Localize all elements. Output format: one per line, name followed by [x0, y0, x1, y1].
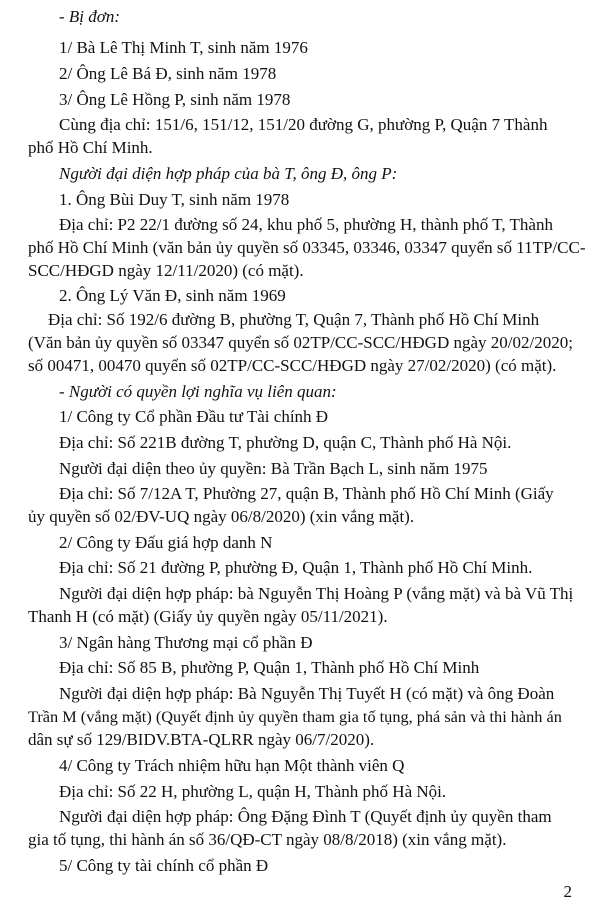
related-party-4-address: Địa chỉ: Số 22 H, phường L, quận H, Thành phố Hà Nội.	[59, 782, 447, 801]
related-party-4-representative: Người đại diện hợp pháp: Ông Đặng Đình T (Quyết định ủy quyền tham	[59, 807, 552, 826]
representative-1: 1. Ông Bùi Duy T, sinh năm 1978	[59, 190, 290, 209]
related-party-5: 5/ Công ty tài chính cổ phần Đ	[59, 856, 269, 875]
section-heading-defendants: - Bị đơn:	[59, 7, 121, 26]
defendant-2: 2/ Ông Lê Bá Đ, sinh năm 1978	[59, 64, 277, 83]
related-party-4-representative-cont: gia tố tụng, thi hành án số 36/QĐ-CT ngày 08/8/2018) (xin vắng mặt).	[28, 830, 507, 849]
representative-2-address-cont-2: số 00471, 00470 quyển số 02TP/CC-SCC/HĐGD ngày 27/02/2020) (có mặt).	[28, 356, 557, 375]
defendant-address-cont: phố Hồ Chí Minh.	[28, 138, 153, 157]
related-party-1: 1/ Công ty Cổ phần Đầu tư Tài chính Đ	[59, 407, 329, 426]
related-party-3-representative-cont: Trần M (vắng mặt) (Quyết định ủy quyền tham gia tố tụng, phá sản và thi hành án	[28, 707, 562, 726]
legal-representatives-heading: Người đại diện hợp pháp của bà T, ông Đ, ông P:	[59, 164, 398, 183]
related-party-3-representative: Người đại diện hợp pháp: Bà Nguyễn Thị Tuyết H (có mặt) và ông Đoàn	[59, 684, 555, 703]
related-party-1-address: Địa chỉ: Số 221B đường T, phường D, quận C, Thành phố Hà Nội.	[59, 433, 512, 452]
defendant-address: Cùng địa chỉ: 151/6, 151/12, 151/20 đường G, phường P, Quận 7 Thành	[59, 115, 548, 134]
related-party-3-representative-cont-2: dân sự số 129/BIDV.BTA-QLRR ngày 06/7/2020).	[28, 730, 375, 749]
defendant-3: 3/ Ông Lê Hồng P, sinh năm 1978	[59, 90, 291, 109]
defendant-1: 1/ Bà Lê Thị Minh T, sinh năm 1976	[59, 38, 308, 57]
representative-2: 2. Ông Lý Văn Đ, sinh năm 1969	[59, 286, 286, 305]
related-party-2-representative: Người đại diện hợp pháp: bà Nguyễn Thị Hoàng P (vắng mặt) và bà Vũ Thị	[59, 584, 574, 603]
related-party-1-representative: Người đại diện theo ủy quyền: Bà Trần Bạch L, sinh năm 1975	[59, 459, 488, 478]
related-party-3-address: Địa chỉ: Số 85 B, phường P, Quận 1, Thành phố Hồ Chí Minh	[59, 658, 480, 677]
related-parties-heading: - Người có quyền lợi nghĩa vụ liên quan:	[59, 382, 337, 401]
related-party-1-rep-address: Địa chỉ: Số 7/12A T, Phường 27, quận B, Thành phố Hồ Chí Minh (Giấy	[59, 484, 554, 503]
representative-1-address: Địa chỉ: P2 22/1 đường số 24, khu phố 5, phường H, thành phố T, Thành	[59, 215, 553, 234]
related-party-4: 4/ Công ty Trách nhiệm hữu hạn Một thành viên Q	[59, 756, 405, 775]
representative-1-address-cont-2: SCC/HĐGD ngày 12/11/2020) (có mặt).	[28, 261, 304, 280]
page-number: 2	[563, 882, 572, 901]
related-party-2-address: Địa chỉ: Số 21 đường P, phường Đ, Quận 1, Thành phố Hồ Chí Minh.	[59, 558, 533, 577]
representative-2-address: Địa chỉ: Số 192/6 đường B, phường T, Quận 7, Thành phố Hồ Chí Minh	[48, 310, 540, 329]
related-party-2: 2/ Công ty Đấu giá hợp danh N	[59, 533, 273, 552]
related-party-3: 3/ Ngân hàng Thương mại cổ phần Đ	[59, 633, 313, 652]
related-party-1-rep-address-cont: ủy quyền số 02/ĐV-UQ ngày 06/8/2020) (xin vắng mặt).	[28, 507, 415, 526]
representative-1-address-cont: phố Hồ Chí Minh (văn bản ủy quyền số 03345, 03346, 03347 quyển số 11TP/CC-	[28, 238, 586, 257]
related-party-2-representative-cont: Thanh H (có mặt) (Giấy ủy quyền ngày 05/11/2021).	[28, 607, 388, 626]
representative-2-address-cont: (Văn bản ủy quyền số 03347 quyển số 02TP/CC-SCC/HĐGD ngày 20/02/2020;	[28, 333, 573, 352]
